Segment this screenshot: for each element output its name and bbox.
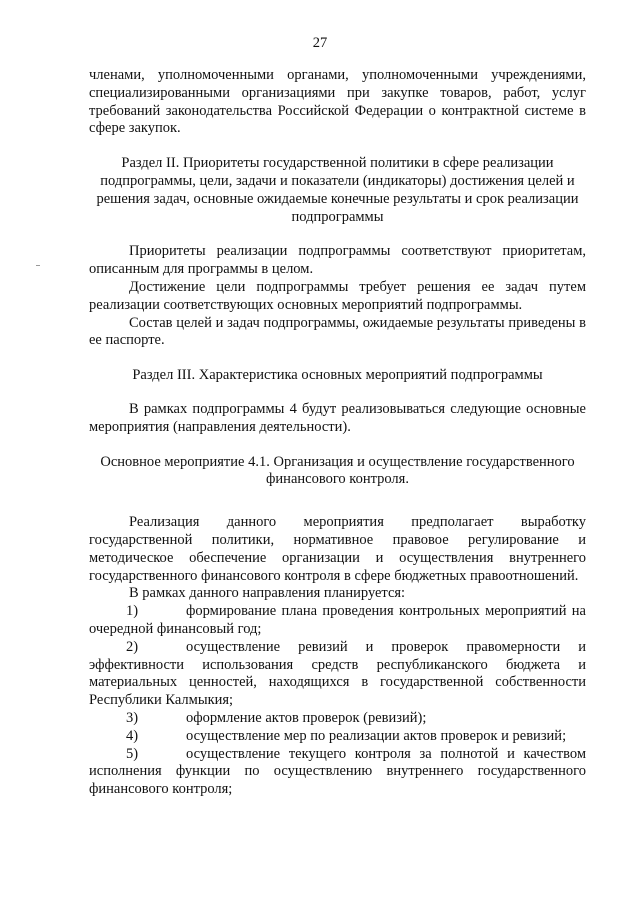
section-2-paragraph-3: Состав целей и задач подпрограммы, ожидаемые результаты приведены в ее паспорте.	[89, 314, 586, 349]
page-number: 27	[312, 35, 328, 51]
list-item	[89, 710, 586, 728]
measure-paragraph: Реализация данного мероприятия предполагает выработку государственной политики, нормативное правовое регулирование и методическое обеспечение организации и осуществления внутреннего государственного финансового контроля в сфере бюджетных правоотношений.	[89, 514, 586, 584]
list-item-continuation: исполнения функции по осуществлению внутреннего государственного финансового контроля;	[89, 763, 586, 798]
section-2-paragraph-2: Достижение цели подпрограммы требует решения ее задач путем реализации соответствующих основных мероприятий подпрограммы.	[89, 278, 586, 313]
list-item-text: оформление актов проверок (ревизий);	[186, 709, 427, 726]
margin-mark	[36, 265, 40, 266]
list-item-number: 1)	[126, 603, 139, 620]
measure-heading: Основное мероприятие 4.1. Организация и осуществление государственного финансового контроля.	[100, 453, 575, 488]
section-2-paragraph-1: Приоритеты реализации подпрограммы соответствуют приоритетам, описанным для программы в целом.	[89, 243, 586, 278]
list-item	[89, 728, 586, 746]
list-item-number: 4)	[126, 727, 139, 744]
section-2-heading: Раздел II. Приоритеты государственной политики в сфере реализации подпрограммы, цели, задачи и показатели (индикаторы) достижения целей и решения задач, основные ожидаемые конечные результаты и срок реализации подпрограммы	[96, 155, 579, 225]
section-3-heading: Раздел III. Характеристика основных мероприятий подпрограммы	[132, 367, 543, 384]
list-item	[89, 746, 586, 799]
page-content	[89, 67, 586, 799]
list-item-number: 3)	[126, 709, 139, 726]
list-item-number: 5)	[126, 745, 139, 762]
list-item-text: формирование плана проведения контрольных мероприятий на	[186, 603, 586, 620]
intro-paragraph: членами, уполномоченными органами, уполномоченными учреждениями, специализированными организациями при закупке товаров, работ, услуг требований законодательства Российской Федерации о контрактной системе в сфере закупок.	[89, 67, 586, 137]
section-3-paragraph: В рамках подпрограммы 4 будут реализовываться следующие основные мероприятия (направления деятельности).	[89, 400, 586, 435]
list-intro: В рамках данного направления планируется:	[129, 585, 406, 602]
list-item-number: 2)	[126, 638, 139, 655]
list-item-text: осуществление ревизий и проверок правомерности и	[186, 638, 586, 655]
list-item	[89, 639, 586, 710]
list-item-text: осуществление мер по реализации актов проверок и ревизий;	[186, 727, 567, 744]
list-item-text: осуществление текущего контроля за полнотой и качеством	[186, 745, 586, 762]
list-item-continuation: очередной финансовый год;	[89, 620, 262, 637]
list-item-continuation: эффективности использования средств республиканского бюджета и материальных ценностей, находящихся в государственной собственности Республики Калмыкия;	[89, 656, 586, 709]
list-item	[89, 603, 586, 639]
